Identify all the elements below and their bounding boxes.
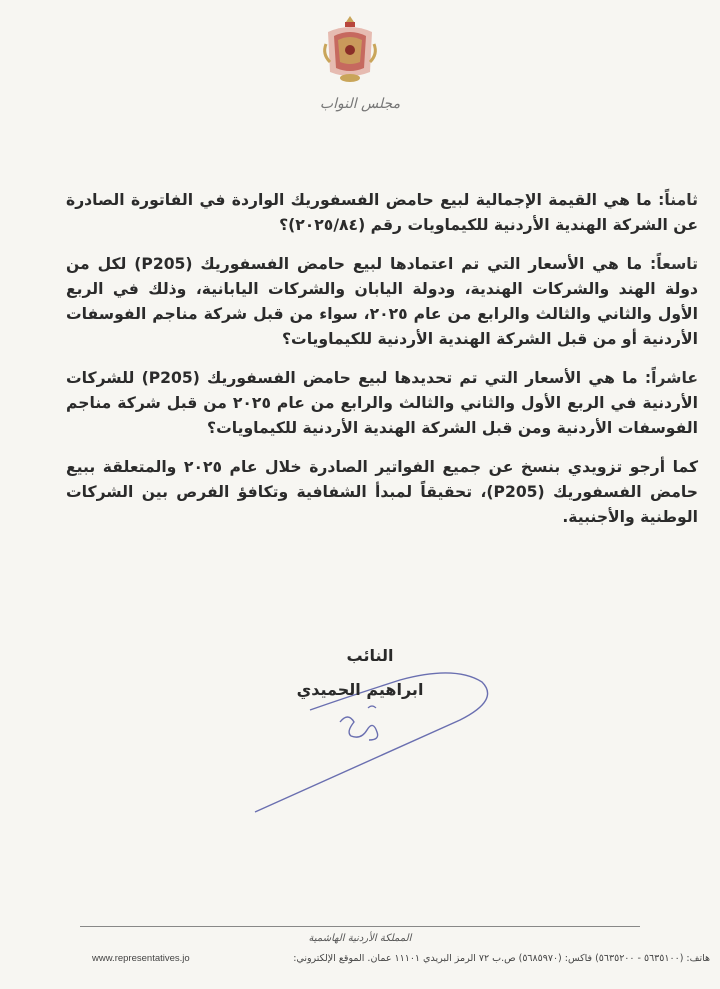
paragraph-text: ما هي الأسعار التي تم اعتمادها لبيع حامض الفسفوريك (P205) لكل من دولة الهند والشركات الهندية، ودولة اليابان والشركات اليابانية، وذلك في الربع الأول والثاني والثالث والرابع من عام ٢٠٢٥، سواء من قبل شركة مناجم الفوسفات الأردنية أو من قبل الشركة الهندية الأردنية للكيماويات؟ xyxy=(66,255,699,348)
paragraph-text: كما أرجو تزويدي بنسخ عن جميع الفواتير الصادرة خلال عام ٢٠٢٥ والمتعلقة ببيع حامض الفسفوريك (P205)، تحقيقاً لمبدأ الشفافية وتكافؤ الفرص بين الشركات الوطنية والأجنبية. xyxy=(66,458,699,526)
footer-divider xyxy=(80,926,640,927)
signatory-name: ابراهيم الحميدي xyxy=(296,680,424,699)
signatory-title: النائب xyxy=(346,646,394,665)
footer-contact-info: هاتف: (٥٦٣٥١٠٠ - ٥٦٣٥٢٠٠) فاكس: (٥٦٨٥٩٧٠) ص.ب ٧٢ الرمز البريدي ١١١٠١ عمان. الموقع الإلكتروني: xyxy=(293,953,710,964)
paragraph-tenth xyxy=(66,366,698,441)
footer-website-link[interactable]: www.representatives.jo xyxy=(92,953,190,964)
letter-body xyxy=(66,188,698,544)
council-name: مجلس النواب xyxy=(319,96,401,112)
footer-org-name: المملكة الأردنية الهاشمية xyxy=(308,933,412,944)
paragraph-text: ما هي الأسعار التي تم تحديدها لبيع حامض الفسفوريك (P205) للشركات الأردنية في الربع الأول والثاني والثالث والرابع من عام ٢٠٢٥ من قبل شركة مناجم الفوسفات الأردنية ومن قبل الشركة الهندية الأردنية للكيماويات؟ xyxy=(66,369,698,437)
paragraph-request xyxy=(66,455,698,530)
coat-of-arms-icon xyxy=(318,14,382,86)
paragraph-lead: تاسعاً: xyxy=(650,255,698,273)
paragraph-lead: عاشراً: xyxy=(644,369,698,387)
paragraph-text: ما هي القيمة الإجمالية لبيع حامض الفسفوريك الواردة في الفاتورة الصادرة عن الشركة الهندية الأردنية للكيماويات رقم (٢٠٢٥/٨٤)؟ xyxy=(66,191,698,234)
paragraph-eighth xyxy=(66,188,698,238)
paragraph-ninth xyxy=(66,252,698,352)
paragraph-lead: ثامناً: xyxy=(658,191,698,209)
